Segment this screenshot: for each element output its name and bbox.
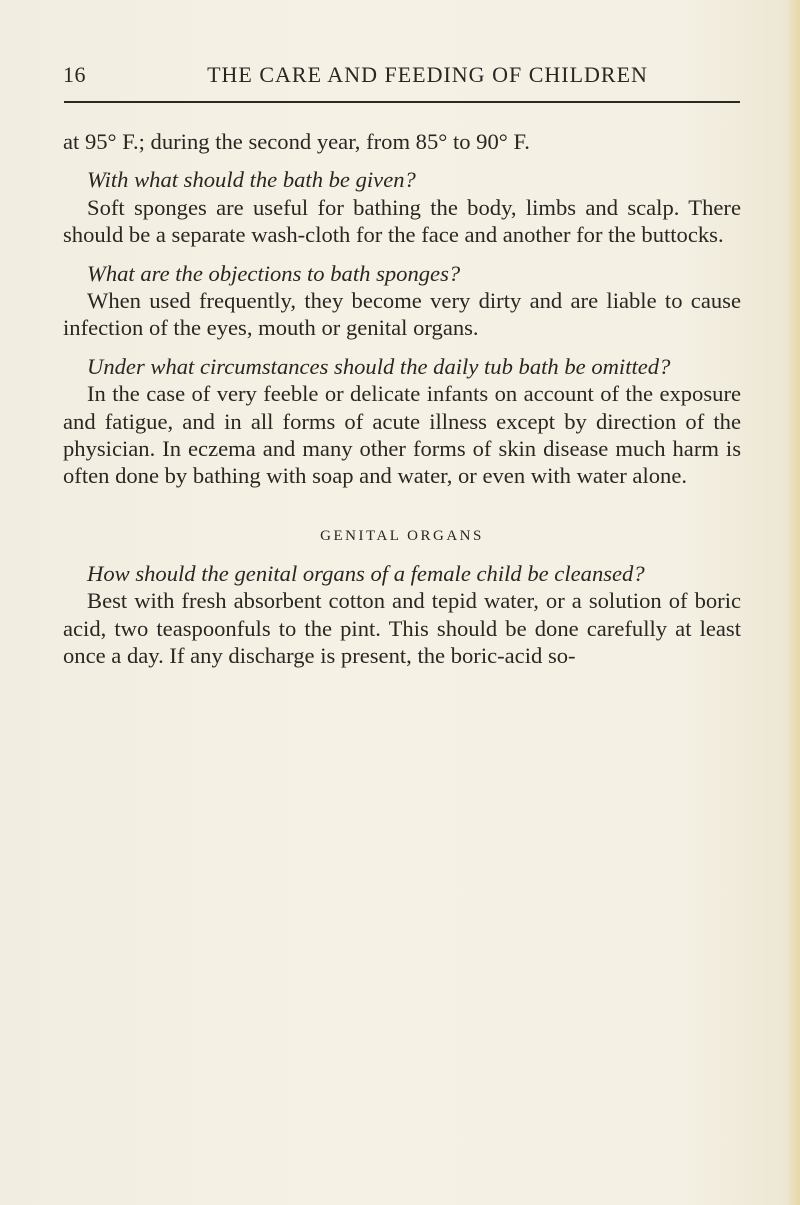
running-head: THE CARE AND FEEDING OF CHILDREN xyxy=(207,62,648,87)
question-bath-materials: With what should the bath be given? xyxy=(87,167,416,193)
continued-paragraph: at 95° F.; during the second year, from 85° to 90° F. xyxy=(63,129,530,154)
page-number: 16 xyxy=(63,62,86,87)
question-omit-bath: Under what circumstances should the daily tub bath be omitted? xyxy=(87,353,671,379)
answer-sponge-objections: When used frequently, they become very dirty and are liable to cause infection of the eyes, mouth or genital organs. xyxy=(63,288,741,341)
answer-genital-cleansing: Best with fresh absorbent cotton and tepid water, or a solution of boric acid, two teaspoonfuls to the pint. This should be done carefully at least once a day. If any discharge is present, the boric-acid so- xyxy=(63,588,741,669)
answer-bath-materials: Soft sponges are useful for bathing the body, limbs and scalp. There should be a separate wash-cloth for the face and another for the buttocks. xyxy=(63,194,741,248)
answer-omit-bath: In the case of very feeble or delicate infants on account of the exposure and fatigue, and in all forms of acute illness except by direction of the physician. In eczema and many other forms of skin disease much harm is often done by bathing with soap and water, or even with water alone. xyxy=(63,381,741,489)
question-sponge-objections: What are the objections to bath sponges? xyxy=(87,260,461,286)
body-text xyxy=(63,128,741,670)
section-heading: GENITAL ORGANS xyxy=(320,527,484,544)
page-header xyxy=(63,62,740,92)
question-genital-cleansing: How should the genital organs of a female child be cleansed? xyxy=(87,560,645,586)
page-edge-shadow xyxy=(786,0,800,1205)
header-rule xyxy=(64,101,740,103)
